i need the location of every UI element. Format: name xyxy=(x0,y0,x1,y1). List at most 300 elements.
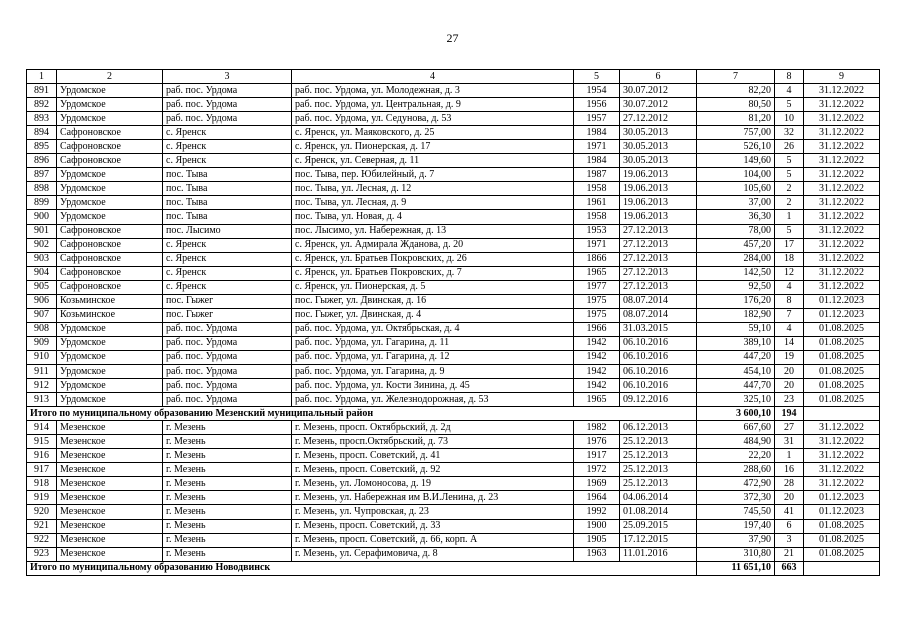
area: 37,00 xyxy=(697,196,775,210)
row-number: 921 xyxy=(27,519,57,533)
address: г. Мезень, ул. Чупровская, д. 23 xyxy=(292,505,574,519)
row-number: 909 xyxy=(27,336,57,350)
municipality: Урдомское xyxy=(57,112,163,126)
address: г. Мезень, просп.Октябрьский, д. 73 xyxy=(292,435,574,449)
row-number: 906 xyxy=(27,294,57,308)
municipality: Урдомское xyxy=(57,182,163,196)
row-number: 923 xyxy=(27,547,57,561)
settlement: раб. пос. Урдома xyxy=(163,393,292,407)
row-number: 899 xyxy=(27,196,57,210)
area: 142,50 xyxy=(697,266,775,280)
settlement: г. Мезень xyxy=(163,533,292,547)
area: 82,20 xyxy=(697,84,775,98)
settlement: г. Мезень xyxy=(163,449,292,463)
relocation-deadline: 31.12.2022 xyxy=(804,477,880,491)
residents-count: 12 xyxy=(775,266,804,280)
year-built: 1969 xyxy=(574,477,620,491)
row-number: 917 xyxy=(27,463,57,477)
area: 80,50 xyxy=(697,98,775,112)
row-number: 896 xyxy=(27,154,57,168)
table-row xyxy=(27,112,880,126)
address: г. Мезень, просп. Советский, д. 41 xyxy=(292,449,574,463)
residents-count: 20 xyxy=(775,379,804,393)
table-row xyxy=(27,491,880,505)
row-number: 907 xyxy=(27,308,57,322)
page-number: 27 xyxy=(446,31,459,45)
recognition-date: 31.03.2015 xyxy=(620,322,697,336)
table-row xyxy=(27,168,880,182)
residents-count: 5 xyxy=(775,98,804,112)
residents-count: 26 xyxy=(775,140,804,154)
table-row xyxy=(27,463,880,477)
recognition-date: 06.10.2016 xyxy=(620,336,697,350)
residents-count: 16 xyxy=(775,463,804,477)
year-built: 1977 xyxy=(574,280,620,294)
area: 526,10 xyxy=(697,140,775,154)
residents-count: 19 xyxy=(775,350,804,364)
settlement: раб. пос. Урдома xyxy=(163,84,292,98)
recognition-date: 01.08.2014 xyxy=(620,505,697,519)
table-row xyxy=(27,449,880,463)
recognition-date: 19.06.2013 xyxy=(620,168,697,182)
recognition-date: 27.12.2013 xyxy=(620,224,697,238)
settlement: с. Яренск xyxy=(163,126,292,140)
table-row xyxy=(27,154,880,168)
recognition-date: 27.12.2013 xyxy=(620,252,697,266)
address: пос. Лысимо, ул. Набережная, д. 13 xyxy=(292,224,574,238)
row-number: 920 xyxy=(27,505,57,519)
municipality: Мезенское xyxy=(57,519,163,533)
row-number: 901 xyxy=(27,224,57,238)
row-number: 898 xyxy=(27,182,57,196)
relocation-deadline: 01.12.2023 xyxy=(804,505,880,519)
relocation-deadline: 01.12.2023 xyxy=(804,491,880,505)
municipality: Сафроновское xyxy=(57,238,163,252)
year-built: 1963 xyxy=(574,547,620,561)
recognition-date: 25.12.2013 xyxy=(620,463,697,477)
empty-cell xyxy=(804,561,880,575)
year-built: 1953 xyxy=(574,224,620,238)
area: 447,70 xyxy=(697,379,775,393)
year-built: 1975 xyxy=(574,308,620,322)
row-number: 905 xyxy=(27,280,57,294)
settlement: с. Яренск xyxy=(163,140,292,154)
municipality: Мезенское xyxy=(57,421,163,435)
municipality: Козьминское xyxy=(57,308,163,322)
recognition-date: 27.12.2013 xyxy=(620,238,697,252)
settlement: раб. пос. Урдома xyxy=(163,336,292,350)
column-number: 7 xyxy=(697,70,775,84)
table-row xyxy=(27,196,880,210)
row-number: 911 xyxy=(27,364,57,378)
area: 745,50 xyxy=(697,505,775,519)
recognition-date: 08.07.2014 xyxy=(620,294,697,308)
settlement: с. Яренск xyxy=(163,266,292,280)
relocation-deadline: 01.08.2025 xyxy=(804,519,880,533)
residents-count: 1 xyxy=(775,210,804,224)
relocation-deadline: 31.12.2022 xyxy=(804,168,880,182)
row-number: 912 xyxy=(27,379,57,393)
settlement: пос. Лысимо xyxy=(163,224,292,238)
year-built: 1956 xyxy=(574,98,620,112)
settlement: с. Яренск xyxy=(163,154,292,168)
table-row xyxy=(27,547,880,561)
recognition-date: 30.05.2013 xyxy=(620,154,697,168)
settlement: раб. пос. Урдома xyxy=(163,98,292,112)
year-built: 1942 xyxy=(574,364,620,378)
settlement: г. Мезень xyxy=(163,435,292,449)
relocation-deadline: 31.12.2022 xyxy=(804,196,880,210)
table-row xyxy=(27,280,880,294)
recognition-date: 27.12.2013 xyxy=(620,280,697,294)
row-number: 891 xyxy=(27,84,57,98)
year-built: 1958 xyxy=(574,182,620,196)
row-number: 895 xyxy=(27,140,57,154)
municipality: Мезенское xyxy=(57,435,163,449)
year-built: 1964 xyxy=(574,491,620,505)
relocation-deadline: 31.12.2022 xyxy=(804,98,880,112)
relocation-deadline: 31.12.2022 xyxy=(804,154,880,168)
address: г. Мезень, просп. Советский, д. 92 xyxy=(292,463,574,477)
area: 104,00 xyxy=(697,168,775,182)
table-body xyxy=(27,70,880,576)
relocation-deadline: 31.12.2022 xyxy=(804,435,880,449)
column-number: 9 xyxy=(804,70,880,84)
empty-cell xyxy=(804,407,880,421)
residents-count: 5 xyxy=(775,224,804,238)
settlement: раб. пос. Урдома xyxy=(163,322,292,336)
municipality: Урдомское xyxy=(57,196,163,210)
settlement: пос. Гыжег xyxy=(163,294,292,308)
relocation-deadline: 31.12.2022 xyxy=(804,280,880,294)
relocation-deadline: 31.12.2022 xyxy=(804,112,880,126)
column-number: 3 xyxy=(163,70,292,84)
table-row xyxy=(27,336,880,350)
recognition-date: 06.10.2016 xyxy=(620,364,697,378)
settlement: г. Мезень xyxy=(163,463,292,477)
residents-count: 5 xyxy=(775,154,804,168)
table-row xyxy=(27,393,880,407)
subtotal-label: Итого по муниципальному образованию Новодвинск xyxy=(27,561,697,575)
residents-count: 31 xyxy=(775,435,804,449)
residents-count: 23 xyxy=(775,393,804,407)
area: 182,90 xyxy=(697,308,775,322)
address: раб. пос. Урдома, ул. Железнодорожная, д. 53 xyxy=(292,393,574,407)
relocation-deadline: 31.12.2022 xyxy=(804,84,880,98)
table-row xyxy=(27,505,880,519)
residents-count: 1 xyxy=(775,449,804,463)
municipality: Мезенское xyxy=(57,463,163,477)
municipality: Сафроновское xyxy=(57,140,163,154)
year-built: 1866 xyxy=(574,252,620,266)
table-row xyxy=(27,533,880,547)
address: г. Мезень, просп. Советский, д. 66, корп. А xyxy=(292,533,574,547)
municipality: Урдомское xyxy=(57,98,163,112)
address: с. Яренск, ул. Адмирала Жданова, д. 20 xyxy=(292,238,574,252)
area: 484,90 xyxy=(697,435,775,449)
table-row xyxy=(27,140,880,154)
address: раб. пос. Урдома, ул. Гагарина, д. 11 xyxy=(292,336,574,350)
municipality: Мезенское xyxy=(57,505,163,519)
residents-count: 32 xyxy=(775,126,804,140)
residents-count: 27 xyxy=(775,421,804,435)
year-built: 1965 xyxy=(574,266,620,280)
settlement: раб. пос. Урдома xyxy=(163,364,292,378)
residents-count: 2 xyxy=(775,182,804,196)
municipality: Урдомское xyxy=(57,364,163,378)
recognition-date: 25.12.2013 xyxy=(620,449,697,463)
area: 81,20 xyxy=(697,112,775,126)
year-built: 1942 xyxy=(574,336,620,350)
area: 92,50 xyxy=(697,280,775,294)
area: 78,00 xyxy=(697,224,775,238)
address: раб. пос. Урдома, ул. Гагарина, д. 9 xyxy=(292,364,574,378)
year-built: 1984 xyxy=(574,126,620,140)
year-built: 1954 xyxy=(574,84,620,98)
area: 667,60 xyxy=(697,421,775,435)
residents-count: 21 xyxy=(775,547,804,561)
table-row xyxy=(27,182,880,196)
residents-count: 7 xyxy=(775,308,804,322)
address: г. Мезень, ул. Набережная им В.И.Ленина, д. 23 xyxy=(292,491,574,505)
municipality: Урдомское xyxy=(57,210,163,224)
year-built: 1987 xyxy=(574,168,620,182)
municipality: Урдомское xyxy=(57,393,163,407)
address: раб. пос. Урдома, ул. Октябрьская, д. 4 xyxy=(292,322,574,336)
municipality: Сафроновское xyxy=(57,252,163,266)
year-built: 1971 xyxy=(574,238,620,252)
subtotal-row xyxy=(27,407,880,421)
recognition-date: 27.12.2012 xyxy=(620,112,697,126)
relocation-deadline: 31.12.2022 xyxy=(804,140,880,154)
row-number: 913 xyxy=(27,393,57,407)
table-row xyxy=(27,364,880,378)
row-number: 893 xyxy=(27,112,57,126)
municipality: Урдомское xyxy=(57,168,163,182)
column-number: 8 xyxy=(775,70,804,84)
municipality: Козьминское xyxy=(57,294,163,308)
table-row xyxy=(27,266,880,280)
address: г. Мезень, просп. Октябрьский, д. 2д xyxy=(292,421,574,435)
relocation-deadline: 31.12.2022 xyxy=(804,182,880,196)
area: 457,20 xyxy=(697,238,775,252)
recognition-date: 30.07.2012 xyxy=(620,98,697,112)
relocation-deadline: 01.08.2025 xyxy=(804,336,880,350)
row-number: 894 xyxy=(27,126,57,140)
table-row xyxy=(27,238,880,252)
residents-count: 5 xyxy=(775,168,804,182)
settlement: раб. пос. Урдома xyxy=(163,350,292,364)
address: пос. Тыва, ул. Лесная, д. 12 xyxy=(292,182,574,196)
residents-count: 41 xyxy=(775,505,804,519)
column-number: 2 xyxy=(57,70,163,84)
settlement: г. Мезень xyxy=(163,547,292,561)
year-built: 1942 xyxy=(574,350,620,364)
year-built: 1958 xyxy=(574,210,620,224)
recognition-date: 17.12.2015 xyxy=(620,533,697,547)
address: раб. пос. Урдома, ул. Гагарина, д. 12 xyxy=(292,350,574,364)
row-number: 903 xyxy=(27,252,57,266)
municipality: Урдомское xyxy=(57,84,163,98)
address: г. Мезень, ул. Ломоносова, д. 19 xyxy=(292,477,574,491)
settlement: пос. Тыва xyxy=(163,196,292,210)
table-row xyxy=(27,210,880,224)
settlement: пос. Тыва xyxy=(163,182,292,196)
table-row xyxy=(27,126,880,140)
table-row xyxy=(27,322,880,336)
address: раб. пос. Урдома, ул. Седунова, д. 53 xyxy=(292,112,574,126)
area: 447,20 xyxy=(697,350,775,364)
year-built: 1982 xyxy=(574,421,620,435)
year-built: 1942 xyxy=(574,379,620,393)
relocation-deadline: 31.12.2022 xyxy=(804,463,880,477)
recognition-date: 11.01.2016 xyxy=(620,547,697,561)
area: 325,10 xyxy=(697,393,775,407)
area: 59,10 xyxy=(697,322,775,336)
row-number: 897 xyxy=(27,168,57,182)
municipality: Урдомское xyxy=(57,379,163,393)
year-built: 1905 xyxy=(574,533,620,547)
row-number: 918 xyxy=(27,477,57,491)
settlement: г. Мезень xyxy=(163,421,292,435)
municipality: Мезенское xyxy=(57,449,163,463)
row-number: 916 xyxy=(27,449,57,463)
table-row xyxy=(27,519,880,533)
area: 372,30 xyxy=(697,491,775,505)
residents-count: 8 xyxy=(775,294,804,308)
address: пос. Тыва, ул. Новая, д. 4 xyxy=(292,210,574,224)
residents-count: 4 xyxy=(775,280,804,294)
area: 149,60 xyxy=(697,154,775,168)
year-built: 1975 xyxy=(574,294,620,308)
address: с. Яренск, ул. Братьев Покровских, д. 26 xyxy=(292,252,574,266)
year-built: 1965 xyxy=(574,393,620,407)
municipality: Сафроновское xyxy=(57,154,163,168)
address: с. Яренск, ул. Пионерская, д. 5 xyxy=(292,280,574,294)
year-built: 1966 xyxy=(574,322,620,336)
column-number: 6 xyxy=(620,70,697,84)
area: 284,00 xyxy=(697,252,775,266)
settlement: г. Мезень xyxy=(163,519,292,533)
area: 105,60 xyxy=(697,182,775,196)
table-row xyxy=(27,252,880,266)
municipality: Мезенское xyxy=(57,533,163,547)
residents-count: 20 xyxy=(775,364,804,378)
recognition-date: 27.12.2013 xyxy=(620,266,697,280)
settlement: с. Яренск xyxy=(163,238,292,252)
municipality: Урдомское xyxy=(57,322,163,336)
address: г. Мезень, просп. Советский, д. 33 xyxy=(292,519,574,533)
year-built: 1992 xyxy=(574,505,620,519)
year-built: 1972 xyxy=(574,463,620,477)
subtotal-area: 11 651,10 xyxy=(697,561,775,575)
address: г. Мезень, ул. Серафимовича, д. 8 xyxy=(292,547,574,561)
recognition-date: 30.05.2013 xyxy=(620,126,697,140)
relocation-deadline: 01.08.2025 xyxy=(804,322,880,336)
settlement: пос. Тыва xyxy=(163,168,292,182)
relocation-deadline: 31.12.2022 xyxy=(804,252,880,266)
recognition-date: 06.10.2016 xyxy=(620,350,697,364)
settlement: г. Мезень xyxy=(163,505,292,519)
municipality: Сафроновское xyxy=(57,126,163,140)
area: 389,10 xyxy=(697,336,775,350)
residents-count: 14 xyxy=(775,336,804,350)
column-number-row xyxy=(27,70,880,84)
row-number: 919 xyxy=(27,491,57,505)
area: 176,20 xyxy=(697,294,775,308)
municipality: Урдомское xyxy=(57,336,163,350)
table-row xyxy=(27,308,880,322)
address: с. Яренск, ул. Маяковского, д. 25 xyxy=(292,126,574,140)
table-row xyxy=(27,224,880,238)
address: пос. Тыва, ул. Лесная, д. 9 xyxy=(292,196,574,210)
area: 757,00 xyxy=(697,126,775,140)
residents-count: 28 xyxy=(775,477,804,491)
address: пос. Гыжег, ул. Двинская, д. 16 xyxy=(292,294,574,308)
recognition-date: 06.10.2016 xyxy=(620,379,697,393)
municipality: Мезенское xyxy=(57,547,163,561)
municipality: Сафроновское xyxy=(57,224,163,238)
settlement: г. Мезень xyxy=(163,491,292,505)
relocation-deadline: 31.12.2022 xyxy=(804,126,880,140)
residents-count: 20 xyxy=(775,491,804,505)
area: 310,80 xyxy=(697,547,775,561)
settlement: с. Яренск xyxy=(163,252,292,266)
relocation-deadline: 01.08.2025 xyxy=(804,533,880,547)
recognition-date: 25.12.2013 xyxy=(620,435,697,449)
settlement: г. Мезень xyxy=(163,477,292,491)
residents-count: 4 xyxy=(775,84,804,98)
relocation-deadline: 01.08.2025 xyxy=(804,379,880,393)
relocation-deadline: 31.12.2022 xyxy=(804,238,880,252)
year-built: 1971 xyxy=(574,140,620,154)
table-row xyxy=(27,98,880,112)
row-number: 922 xyxy=(27,533,57,547)
row-number: 914 xyxy=(27,421,57,435)
area: 454,10 xyxy=(697,364,775,378)
settlement: пос. Тыва xyxy=(163,210,292,224)
municipality: Урдомское xyxy=(57,350,163,364)
year-built: 1917 xyxy=(574,449,620,463)
settlement: раб. пос. Урдома xyxy=(163,112,292,126)
table-row xyxy=(27,435,880,449)
area: 36,30 xyxy=(697,210,775,224)
address: пос. Тыва, пер. Юбилейный, д. 7 xyxy=(292,168,574,182)
relocation-deadline: 01.08.2025 xyxy=(804,547,880,561)
table-row xyxy=(27,477,880,491)
address: раб. пос. Урдома, ул. Кости Зинина, д. 45 xyxy=(292,379,574,393)
settlement: пос. Гыжег xyxy=(163,308,292,322)
year-built: 1961 xyxy=(574,196,620,210)
area: 197,40 xyxy=(697,519,775,533)
column-number: 4 xyxy=(292,70,574,84)
relocation-deadline: 31.12.2022 xyxy=(804,210,880,224)
relocation-deadline: 01.08.2025 xyxy=(804,350,880,364)
year-built: 1900 xyxy=(574,519,620,533)
year-built: 1957 xyxy=(574,112,620,126)
relocation-deadline: 01.08.2025 xyxy=(804,393,880,407)
relocation-deadline: 31.12.2022 xyxy=(804,449,880,463)
relocation-deadline: 31.12.2022 xyxy=(804,266,880,280)
recognition-date: 19.06.2013 xyxy=(620,182,697,196)
recognition-date: 30.07.2012 xyxy=(620,84,697,98)
recognition-date: 30.05.2013 xyxy=(620,140,697,154)
residents-count: 18 xyxy=(775,252,804,266)
row-number: 892 xyxy=(27,98,57,112)
relocation-deadline: 01.08.2025 xyxy=(804,364,880,378)
address: раб. пос. Урдома, ул. Молодежная, д. 3 xyxy=(292,84,574,98)
address: с. Яренск, ул. Северная, д. 11 xyxy=(292,154,574,168)
